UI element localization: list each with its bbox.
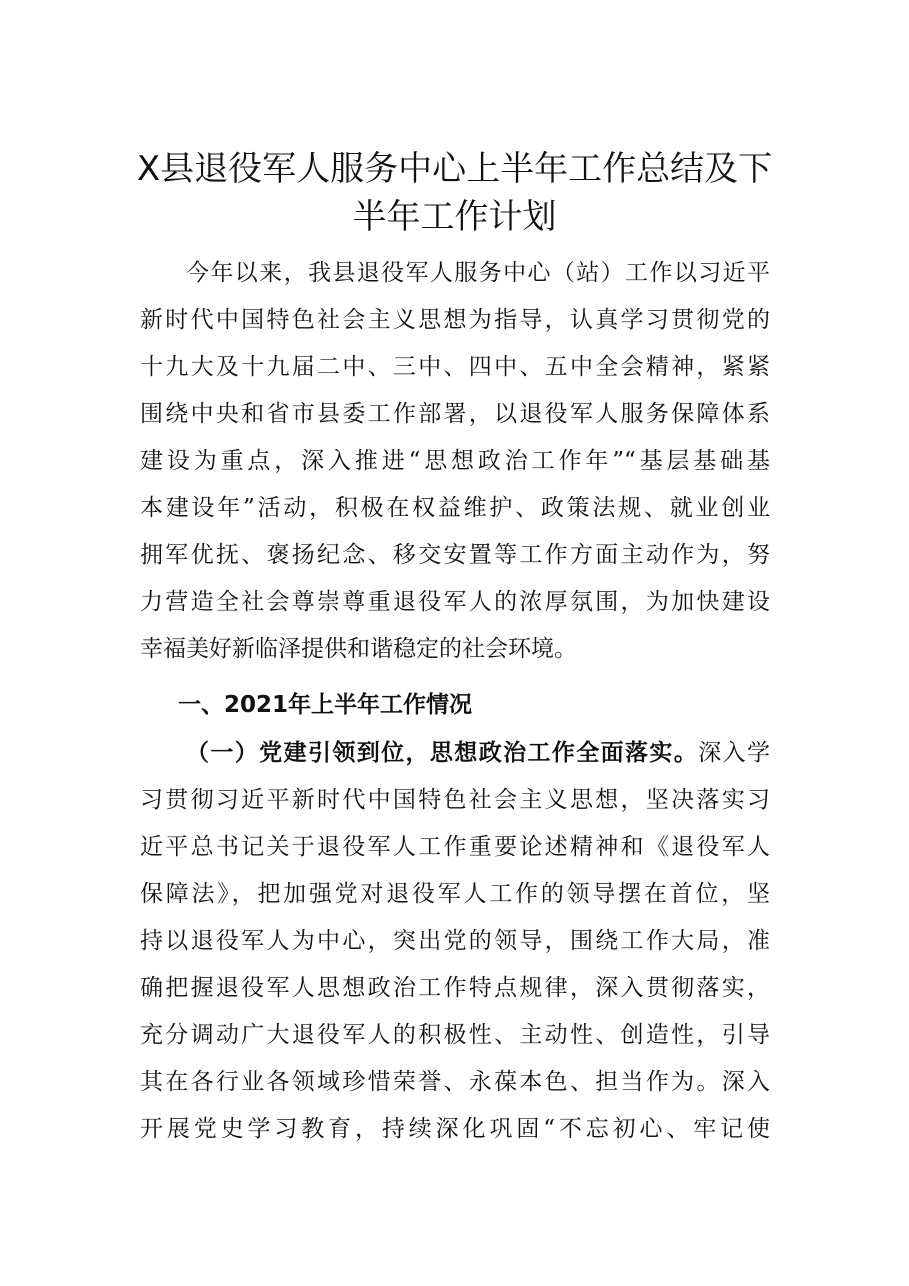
intro-line: 幸福美好新临泽提供和谐稳定的社会环境。: [140, 636, 577, 662]
subsection-first-line-tail: 深入学: [698, 740, 771, 766]
subsection-heading: （一）党建引领到位，思想政治工作全面落实。: [186, 740, 699, 766]
intro-line: 建设为重点，深入推进“思想政治工作年”“基层基础基: [140, 448, 770, 474]
section-heading: 一、2021年上半年工作情况: [178, 692, 473, 718]
body-line: 确把握退役军人思想政治工作特点规律，深入贯彻落实，: [140, 975, 770, 1001]
subsection-first-line: [186, 738, 770, 768]
intro-line: 本建设年”活动，积极在权益维护、政策法规、就业创业: [140, 495, 770, 521]
body-line: 充分调动广大退役军人的积极性、主动性、创造性，引导: [140, 1022, 770, 1048]
body-line: 近平总书记关于退役军人工作重要论述精神和《退役军人: [140, 834, 770, 860]
intro-line: 拥军优抚、褒扬纪念、移交安置等工作方面主动作为，努: [140, 542, 770, 568]
body-line: 保障法》，把加强党对退役军人工作的领导摆在首位，坚: [140, 881, 770, 907]
body-line: 习贯彻习近平新时代中国特色社会主义思想，坚决落实习: [140, 787, 770, 813]
body-line: 持以退役军人为中心，突出党的领导，围绕工作大局，准: [140, 928, 770, 954]
intro-line: 新时代中国特色社会主义思想为指导，认真学习贯彻党的: [140, 307, 770, 333]
body-line: 其在各行业各领域珍惜荣誉、永葆本色、担当作为。深入: [140, 1069, 770, 1095]
intro-line: 围绕中央和省市县委工作部署，以退役军人服务保障体系: [140, 401, 770, 427]
document-title-line-2: 半年工作计划: [352, 197, 557, 237]
intro-line: 今年以来，我县退役军人服务中心（站）工作以习近平: [186, 260, 770, 286]
document-title-line-1: X县退役军人服务中心上半年工作总结及下: [136, 149, 773, 189]
intro-line: 十九大及十九届二中、三中、四中、五中全会精神，紧紧: [140, 354, 770, 380]
intro-line: 力营造全社会尊崇尊重退役军人的浓厚氛围，为加快建设: [140, 589, 770, 615]
body-line: 开展党史学习教育，持续深化巩固“不忘初心、牢记使: [140, 1116, 770, 1142]
